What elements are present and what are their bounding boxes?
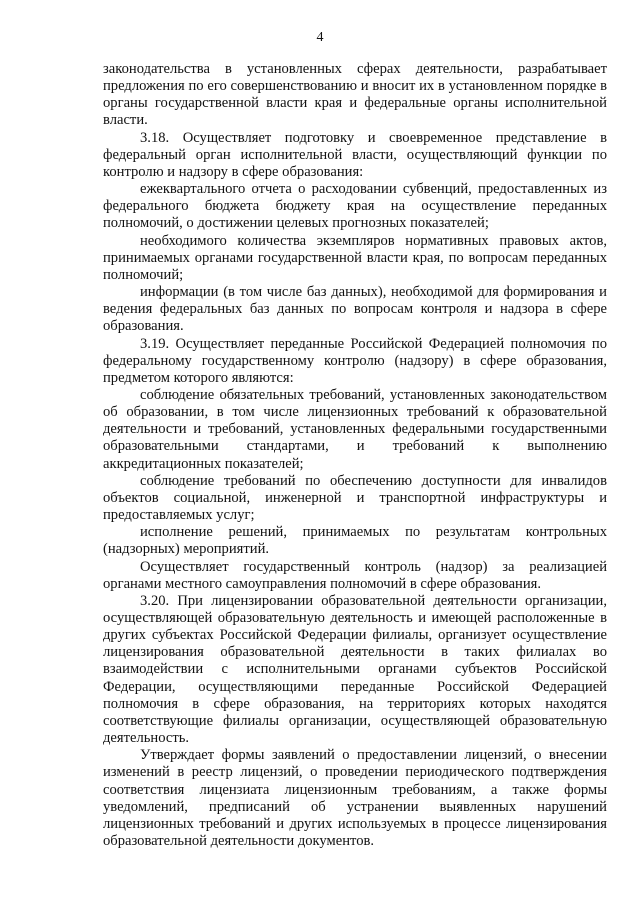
paragraph-approves-forms: Утверждает формы заявлений о предоставлении лицензий, о внесении изменений в реестр лицензий, о проведении периодического подтверждения соответствия лицензиата лицензионным требованиям, а также формы уведомлений, предписаний об устранении выявленных нарушений лицензионных требований и других используемых в процессе лицензирования образовательной деятельности документов.: [103, 747, 607, 850]
page-number: 4: [316, 30, 324, 45]
paragraph-3-19: 3.19. Осуществляет переданные Российской Федерацией полномочия по федеральному государственному контролю (надзору) в сфере образования, предметом которого являются:: [103, 335, 607, 386]
paragraph-3-18: 3.18. Осуществляет подготовку и своевременное представление в федеральный орган исполнительной власти, осуществляющий функции по контролю и надзору в сфере образования:: [103, 129, 607, 180]
document-body: [103, 61, 607, 850]
paragraph-continuation: законодательства в установленных сферах деятельности, разрабатывает предложения по его совершенствованию и вносит их в установленном порядке в органы государственной власти края и федеральные органы исполнительной власти.: [103, 61, 607, 129]
paragraph-3-20: 3.20. При лицензировании образовательной деятельности организации, осуществляющей образовательную деятельность и имеющей расположенные в других субъектах Российской Федерации филиалы, организует осуществление лицензирования образовательной деятельности в таких филиалах во взаимодействии с исполнительными органами субъектов Российской Федерации, осуществляющими переданные Российской Федерацией полномочия в сфере образования, на территориях которых находятся соответствующие филиалы организации, осуществляющей образовательную деятельность.: [103, 592, 607, 747]
list-item-decisions: исполнение решений, принимаемых по результатам контрольных (надзорных) мероприятий.: [103, 524, 607, 558]
paragraph-state-control: Осуществляет государственный контроль (надзор) за реализацией органами местного самоуправления полномочий в сфере образования.: [103, 558, 607, 592]
list-item-information: информации (в том числе баз данных), необходимой для формирования и ведения федеральных баз данных по вопросам контроля и надзора в сфере образования.: [103, 284, 607, 335]
list-item-mandatory-requirements: соблюдение обязательных требований, установленных законодательством об образовании, в том числе лицензионных требований к образовательной деятельности и требований, установленных федеральными государственными образовательными стандартами, и требований к выполнению аккредитационных показателей;: [103, 386, 607, 472]
list-item-accessibility: соблюдение требований по обеспечению доступности для инвалидов объектов социальной, инженерной и транспортной инфраструктуры и предоставляемых услуг;: [103, 472, 607, 524]
list-item-legal-acts: необходимого количества экземпляров нормативных правовых актов, принимаемых органами государственной власти края, по вопросам переданных полномочий;: [103, 232, 607, 283]
list-item-quarterly-report: ежеквартального отчета о расходовании субвенций, предоставленных из федерального бюджета бюджету края на осуществление переданных полномочий, о достижении целевых прогнозных показателей;: [103, 181, 607, 232]
